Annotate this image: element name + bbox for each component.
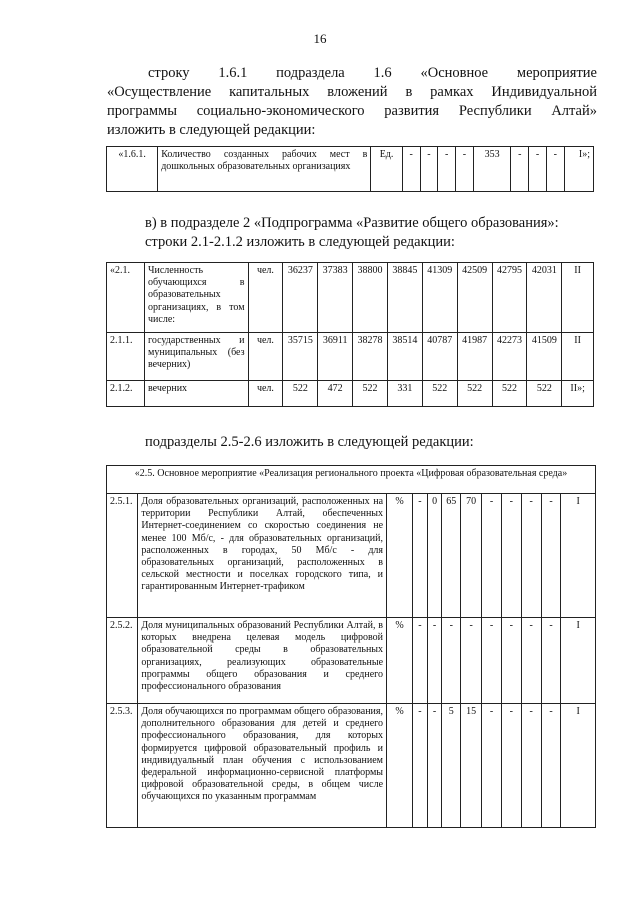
value-cell: 65 (442, 494, 461, 618)
row-number: 2.5.3. (107, 704, 138, 828)
value-cell: - (456, 147, 474, 192)
table-row (107, 618, 596, 704)
end-mark: I (561, 704, 596, 828)
heading-line: строки 2.1-2.1.2 изложить в следующей редакции: (145, 234, 455, 250)
value-cell: 522 (422, 381, 457, 407)
section-b-heading (145, 214, 605, 252)
table-row (107, 333, 594, 381)
value-cell: 0 (427, 494, 442, 618)
end-mark: I (561, 618, 596, 704)
table-row-1-6-1 (106, 146, 594, 192)
value-cell: - (438, 147, 456, 192)
table-row (107, 147, 594, 192)
unit: чел. (248, 333, 283, 381)
value-cell: 472 (318, 381, 353, 407)
row-number: 2.1.1. (107, 333, 145, 381)
value-cell: 70 (461, 494, 482, 618)
value-cell: - (501, 704, 521, 828)
value-cell: - (402, 147, 420, 192)
value-cell: - (461, 618, 482, 704)
value-cell: - (413, 704, 428, 828)
intro-paragraph (107, 64, 597, 140)
value-cell: - (427, 618, 442, 704)
value-cell: - (521, 704, 541, 828)
value-cell: 41309 (422, 263, 457, 333)
value-cell: 41987 (457, 333, 492, 381)
value-cell: 331 (387, 381, 422, 407)
value-cell: 522 (283, 381, 318, 407)
indicator-name: Доля образовательных организаций, расположенных на территории Республики Алтай, обеспеченных Интернет-соединением со скоростью соединения не менее 100 Мб/с, - для образовательных организаций, расположенных в городах, 50 Мб/с - для образовательных организаций, расположенных в сельской местности и поселках городского типа, и гарантированным Интернет-трафиком (138, 494, 387, 618)
value-cell: - (541, 704, 561, 828)
unit: чел. (248, 381, 283, 407)
row-number: «2.1. (107, 263, 145, 333)
value-cell: 42031 (527, 263, 562, 333)
value-cell: 42795 (492, 263, 527, 333)
value-cell: - (420, 147, 438, 192)
value-cell: 15 (461, 704, 482, 828)
value-cell: 353 (473, 147, 511, 192)
value-cell: 522 (353, 381, 388, 407)
row-number: «1.6.1. (107, 147, 158, 192)
row-number: 2.5.2. (107, 618, 138, 704)
value-cell: - (546, 147, 564, 192)
value-cell: - (482, 618, 502, 704)
value-cell: - (501, 494, 521, 618)
row-number: 2.5.1. (107, 494, 138, 618)
value-cell: - (541, 494, 561, 618)
end-mark: I (561, 494, 596, 618)
table-2-5 (106, 465, 596, 828)
intro-line: «Осуществление капитальных вложений в рамках Индивидуальной (107, 84, 597, 100)
value-cell: - (521, 618, 541, 704)
value-cell: 522 (457, 381, 492, 407)
value-cell: 36237 (283, 263, 318, 333)
value-cell: 522 (492, 381, 527, 407)
intro-line: программы социально-экономического развития Республики Алтай» (107, 103, 597, 119)
value-cell: - (541, 618, 561, 704)
main-event-header: «2.5. Основное мероприятие «Реализация регионального проекта «Цифровая образовательная среда» (107, 466, 596, 494)
intro-line: изложить в следующей редакции: (107, 122, 316, 138)
value-cell: - (501, 618, 521, 704)
value-cell: 38800 (353, 263, 388, 333)
value-cell: - (413, 618, 428, 704)
value-cell: 38845 (387, 263, 422, 333)
indicator-name: Количество созданных рабочих мест в дошкольных образовательных организациях (158, 147, 371, 192)
heading-line: в) в подразделе 2 «Подпрограмма «Развитие общего образования»: (145, 215, 559, 231)
value-cell: - (529, 147, 547, 192)
value-cell: - (511, 147, 529, 192)
value-cell: 35715 (283, 333, 318, 381)
table-row (107, 381, 594, 407)
indicator-name: государственных и муниципальных (без вечерних) (145, 333, 249, 381)
table-header-row (107, 466, 596, 494)
end-mark: I»; (564, 147, 593, 192)
unit: % (387, 494, 413, 618)
value-cell: - (442, 618, 461, 704)
value-cell: 36911 (318, 333, 353, 381)
indicator-name: Доля муниципальных образований Республики Алтай, в которых внедрена целевая модель цифровой образовательной среды в образовательных организациях, реализующих образовательные программы общего образования и среднего профессионального образования (138, 618, 387, 704)
value-cell: 38514 (387, 333, 422, 381)
value-cell: 42509 (457, 263, 492, 333)
table-row (107, 704, 596, 828)
indicator-name: Доля обучающихся по программам общего образования, дополнительного образования для детей и среднего профессионального образования, для которых формируется цифровой образовательный профиль и индивидуальный план обучения с использованием федеральной информационно-сервисной платформы цифровой образовательной среды, в общем числе обучающихся по указанным программам (138, 704, 387, 828)
table-row (107, 494, 596, 618)
intro-line: строку 1.6.1 подраздела 1.6 «Основное мероприятие (148, 65, 597, 81)
section-c-heading (145, 433, 565, 452)
unit: % (387, 618, 413, 704)
page-number: 16 (313, 31, 327, 46)
value-cell: - (427, 704, 442, 828)
heading-line: подразделы 2.5-2.6 изложить в следующей редакции: (145, 434, 474, 450)
value-cell: 5 (442, 704, 461, 828)
unit: % (387, 704, 413, 828)
value-cell: 38278 (353, 333, 388, 381)
value-cell: - (521, 494, 541, 618)
value-cell: 41509 (527, 333, 562, 381)
value-cell: 522 (527, 381, 562, 407)
row-number: 2.1.2. (107, 381, 145, 407)
value-cell: 40787 (422, 333, 457, 381)
indicator-name: вечерних (145, 381, 249, 407)
value-cell: - (482, 494, 502, 618)
indicator-name: Численность обучающихся в образовательных организациях, в том числе: (145, 263, 249, 333)
end-mark: II»; (562, 381, 594, 407)
unit: чел. (248, 263, 283, 333)
end-mark: II (562, 333, 594, 381)
table-2-1 (106, 262, 594, 407)
value-cell: 37383 (318, 263, 353, 333)
end-mark: II (562, 263, 594, 333)
value-cell: - (413, 494, 428, 618)
unit: Ед. (371, 147, 402, 192)
value-cell: - (482, 704, 502, 828)
value-cell: 42273 (492, 333, 527, 381)
table-row (107, 263, 594, 333)
